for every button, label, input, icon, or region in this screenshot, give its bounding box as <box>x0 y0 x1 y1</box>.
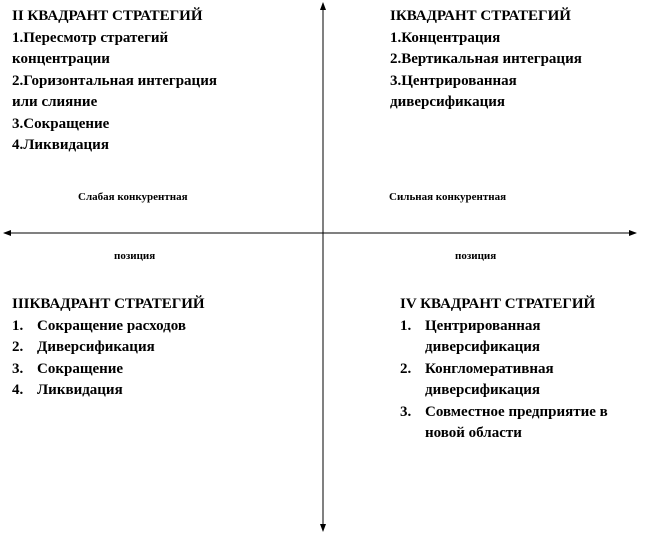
list-item <box>400 402 647 445</box>
list-item-text: Центрированная диверсификация <box>425 317 541 355</box>
quadrant-2-item: 3.Сокращение <box>12 115 110 132</box>
quadrant-1-item: 2.Вертикальная интеграция <box>390 51 582 67</box>
list-item-number: 2. <box>12 339 24 355</box>
quadrant-1-item: 3.Центрированная <box>390 72 517 89</box>
quadrant-4-title: IV КВАДРАНТ СТРАТЕГИЙ <box>400 296 596 312</box>
quadrant-2 <box>12 6 217 157</box>
list-item-text: Конгломеративная диверсификация <box>425 360 554 398</box>
list-item <box>12 337 205 359</box>
horizontal-axis-right-arrow <box>629 230 637 236</box>
list-item-text: Диверсификация <box>37 339 155 355</box>
list-item-number: 4. <box>12 382 24 398</box>
list-item <box>12 380 205 402</box>
quadrant-4 <box>400 294 647 445</box>
quadrant-3-list <box>12 316 205 402</box>
list-item-text: Сокращение <box>37 360 124 377</box>
quadrant-2-item: 4.Ликвидация <box>12 137 109 153</box>
list-item-text: Совместное предприятие в новой области <box>425 403 608 441</box>
quadrant-1-item: диверсификация <box>390 94 505 110</box>
quadrant-1-title: IКВАДРАНТ СТРАТЕГИЙ <box>390 8 571 24</box>
quadrant-3-title: IIIКВАДРАНТ СТРАТЕГИЙ <box>12 296 205 312</box>
weak-position-label-bottom: позиция <box>114 250 156 262</box>
list-item-number: 1. <box>400 317 412 334</box>
list-item-text: Ликвидация <box>37 382 123 398</box>
list-item <box>12 316 205 338</box>
quadrant-2-item: 2.Горизонтальная интеграция <box>12 72 217 89</box>
quadrant-4-list <box>400 316 647 445</box>
vertical-axis-top-arrow <box>320 2 326 10</box>
list-item-text: Сокращение расходов <box>37 317 186 334</box>
quadrant-1 <box>390 6 582 114</box>
list-item-number: 3. <box>12 360 24 377</box>
list-item <box>400 316 647 359</box>
list-item-number: 3. <box>400 403 412 420</box>
list-item-number: 2. <box>400 360 412 377</box>
list-item-number: 1. <box>12 317 24 334</box>
quadrant-1-item: 1.Концентрация <box>390 29 501 46</box>
quadrant-2-title: II КВАДРАНТ СТРАТЕГИЙ <box>12 8 203 24</box>
list-item <box>12 359 205 381</box>
weak-position-label-top: Слабая конкурентная <box>78 191 188 203</box>
list-item <box>400 359 647 402</box>
strong-position-label-top: Сильная конкурентная <box>389 191 507 203</box>
quadrant-3 <box>12 294 205 402</box>
horizontal-axis-left-arrow <box>3 230 11 236</box>
vertical-axis-bottom-arrow <box>320 524 326 532</box>
strong-position-label-bottom: позиция <box>455 250 497 262</box>
quadrant-2-item: концентрации <box>12 51 110 67</box>
quadrant-2-item: 1.Пересмотр стратегий <box>12 29 169 46</box>
quadrant-2-item: или слияние <box>12 94 98 110</box>
